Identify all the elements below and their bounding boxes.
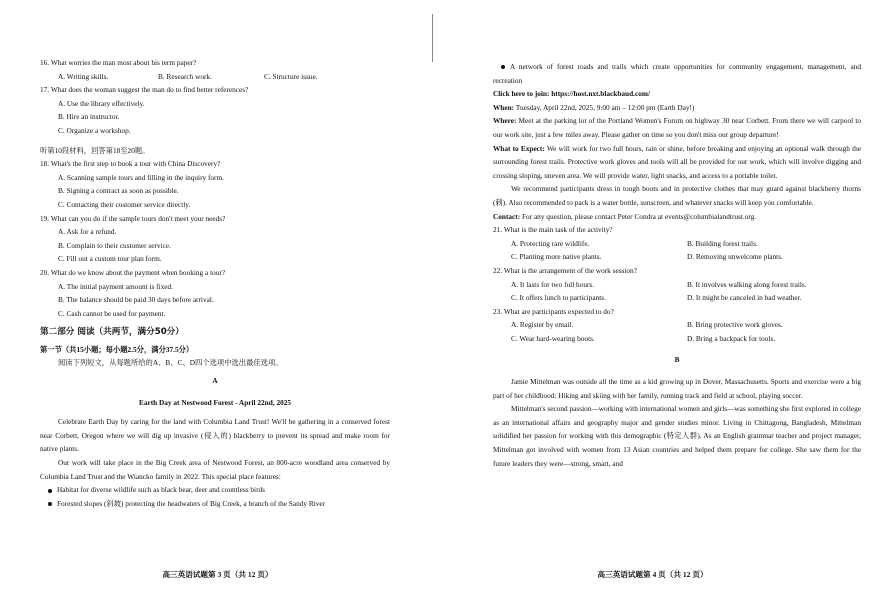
options-row bbox=[493, 318, 861, 332]
paragraph: Celebrate Earth Day by caring for the land with Columbia Land Trust! We'll be gathering in a conserved forest near Corbett, Oregon where we will dig up invasive (侵入的) blackberry to prevent its spread and make room for native plants. bbox=[40, 417, 390, 454]
option-b: B. Building forest trails. bbox=[687, 238, 758, 248]
option-a: A. The initial payment amount is fixed. bbox=[58, 281, 173, 291]
option-d: D. It might be canceled in bad weather. bbox=[687, 293, 802, 303]
paragraph: Jamie Mittelman was outside all the time as a kid growing up in Dover, Massachusetts. Sports and exercise were a big part of her childhood: Hiking and skiing with her family, running track and field at school, playing soccer. bbox=[493, 377, 861, 400]
option-c: C. Contacting their customer service directly. bbox=[58, 199, 191, 209]
option-b: B. Research work. bbox=[158, 71, 212, 81]
page-footer: 高三英语试题第 4 页（共 12 页） bbox=[597, 570, 708, 579]
option-d: D. Bring a backpack for tools. bbox=[687, 333, 776, 343]
option-b: B. Bring protective work gloves. bbox=[687, 320, 783, 330]
options-row bbox=[493, 332, 861, 346]
option-a: A. Writing skills. bbox=[58, 71, 109, 81]
question-17: 17. What does the woman suggest the man do to find better references? bbox=[40, 85, 249, 95]
passage-label-a: A bbox=[212, 376, 218, 386]
bullet-icon bbox=[501, 65, 505, 69]
question-20: 20. What do we know about the payment when booking a tour? bbox=[40, 267, 226, 277]
option-b: B. Complain to their customer service. bbox=[58, 240, 171, 250]
option-d: D. Removing unwelcome plants. bbox=[687, 252, 783, 262]
listening-instruction: 听第10段材料，回答第18至20题。 bbox=[40, 145, 150, 155]
passage-title: Earth Day at Nestwood Forest - April 22nd, 2025 bbox=[138, 397, 292, 407]
option-b: B. Hire an instructor. bbox=[58, 112, 120, 122]
options-16 bbox=[40, 70, 390, 84]
section-heading: 第一节（共15小题；每小题2.5分，满分37.5分） bbox=[40, 344, 194, 354]
bullet-item: Forested slopes (斜坡) protecting the headwaters of Big Creek, a branch of the Sandy River bbox=[40, 497, 390, 511]
contact-line: Contact: For any question, please contact Peter Condra at events@columbialandtrust.org. bbox=[493, 211, 757, 221]
options-row bbox=[493, 291, 861, 305]
option-c: C. Cash cannot be used for payment. bbox=[58, 308, 166, 318]
option-a: A. Scanning sample tours and filling in the inquiry form. bbox=[58, 172, 224, 182]
options-row bbox=[493, 278, 861, 292]
option-c: C. It offers lunch to participants. bbox=[511, 293, 606, 303]
when-line: When: Tuesday, April 22nd, 2025, 9:00 am – 12:00 pm (Earth Day!) bbox=[493, 102, 695, 112]
question-16: 16. What worries the man most about his term paper? bbox=[40, 58, 197, 67]
question-19: 19. What can you do if the sample tours don't meet your needs? bbox=[40, 213, 226, 223]
option-c: C. Structure issue. bbox=[264, 71, 318, 81]
option-c: C. Planting more native plants. bbox=[511, 252, 602, 262]
part-heading: 第二部分 阅读（共两节，满分50分） bbox=[40, 327, 184, 338]
bullet-icon bbox=[48, 502, 52, 506]
options-row bbox=[493, 250, 861, 264]
bullet-item: Habitat for diverse wildlife such as black bear, deer and countless birds bbox=[40, 483, 390, 497]
option-b: B. Signing a contract as soon as possible. bbox=[58, 186, 179, 196]
right-page bbox=[435, 0, 870, 615]
join-link[interactable]: Click here to join: https://host.nxt.blackbaud.com/ bbox=[493, 89, 650, 99]
passage-label-b: B bbox=[674, 355, 680, 365]
paragraph: Mittelman's second passion—working with international women and girls—was something she first explored in college as an international affairs and geography major and gender studies minor. Living in Chittagong, Bangladesh, Mittelman solidified her passion for working with this demographic (特定人群). As an English grammar teacher and project manager, Mittelman got involved with women from 13 Asian countries and helped them prepare for college. She saw them for the future leaders they were—strong, smart, and bbox=[493, 404, 861, 468]
bullet-icon bbox=[48, 489, 52, 493]
page-fold-line bbox=[432, 14, 433, 62]
option-a: A. Register by email. bbox=[511, 320, 574, 330]
option-c: C. Organize a workshop. bbox=[58, 125, 131, 135]
option-a: A. Use the library effectively. bbox=[58, 98, 145, 108]
expect-line: What to Expect: We will work for two full hours, rain or shine, before breaking and enjoying an optional walk through the surrounding forest trails. Protective work gloves and tools will all be provided for our work, which will involve digging and crossing sloping, uneven area. We will provide water, light snacks, and access to a portable toilet. bbox=[493, 143, 861, 180]
option-b: B. It involves walking along forest trails. bbox=[687, 279, 807, 289]
options-row bbox=[493, 237, 861, 251]
option-b: B. The balance should be paid 30 days before arrival. bbox=[58, 295, 214, 305]
option-a: A. It lasts for two full hours. bbox=[511, 279, 595, 289]
question-21: 21. What is the main task of the activity? bbox=[493, 225, 613, 235]
question-18: 18. What's the first step to book a tour with China Discovery? bbox=[40, 159, 221, 169]
right-column bbox=[493, 60, 861, 470]
left-column bbox=[40, 56, 390, 510]
option-c: C. Fill out a custom tour plan form. bbox=[58, 254, 162, 264]
paragraph: Our work will take place in the Big Creek area of Nestwood Forest, an 800-acre woodland area conserved by Columbia Land Trust and the Wiancko family in 2022. This special place features: bbox=[40, 458, 390, 481]
question-22: 22. What is the arrangement of the work session? bbox=[493, 265, 637, 275]
where-line: Where: Meet at the parking lot of the Portland Women's Forum on highway 30 near Corbett. From there we will carpool to our work site, just a few miles away. Please gather on time so you don't miss our group departure! bbox=[493, 116, 861, 139]
option-a: A. Ask for a refund. bbox=[58, 227, 117, 237]
bullet-item: A network of forest roads and trails which create opportunities for community engagement, management, and recreation bbox=[493, 62, 861, 85]
paragraph: We recommend participants dress in tough boots and in protective clothes that may guard against blackberry thorns (刺). Also recommended to pack is a water bottle, sunscreen, and whatever snacks will keep you comfortable. bbox=[493, 184, 861, 207]
option-a: A. Protecting rare wildlife. bbox=[511, 238, 590, 248]
option-c: C. Wear hard-wearing boots. bbox=[511, 333, 595, 343]
section-instruction: 阅读下列短文，从每题所给的A、B、C、D四个选项中选出最佳选项。 bbox=[58, 358, 283, 368]
page-footer: 高三英语试题第 3 页（共 12 页） bbox=[162, 570, 273, 579]
question-23: 23. What are participants expected to do? bbox=[493, 306, 614, 316]
